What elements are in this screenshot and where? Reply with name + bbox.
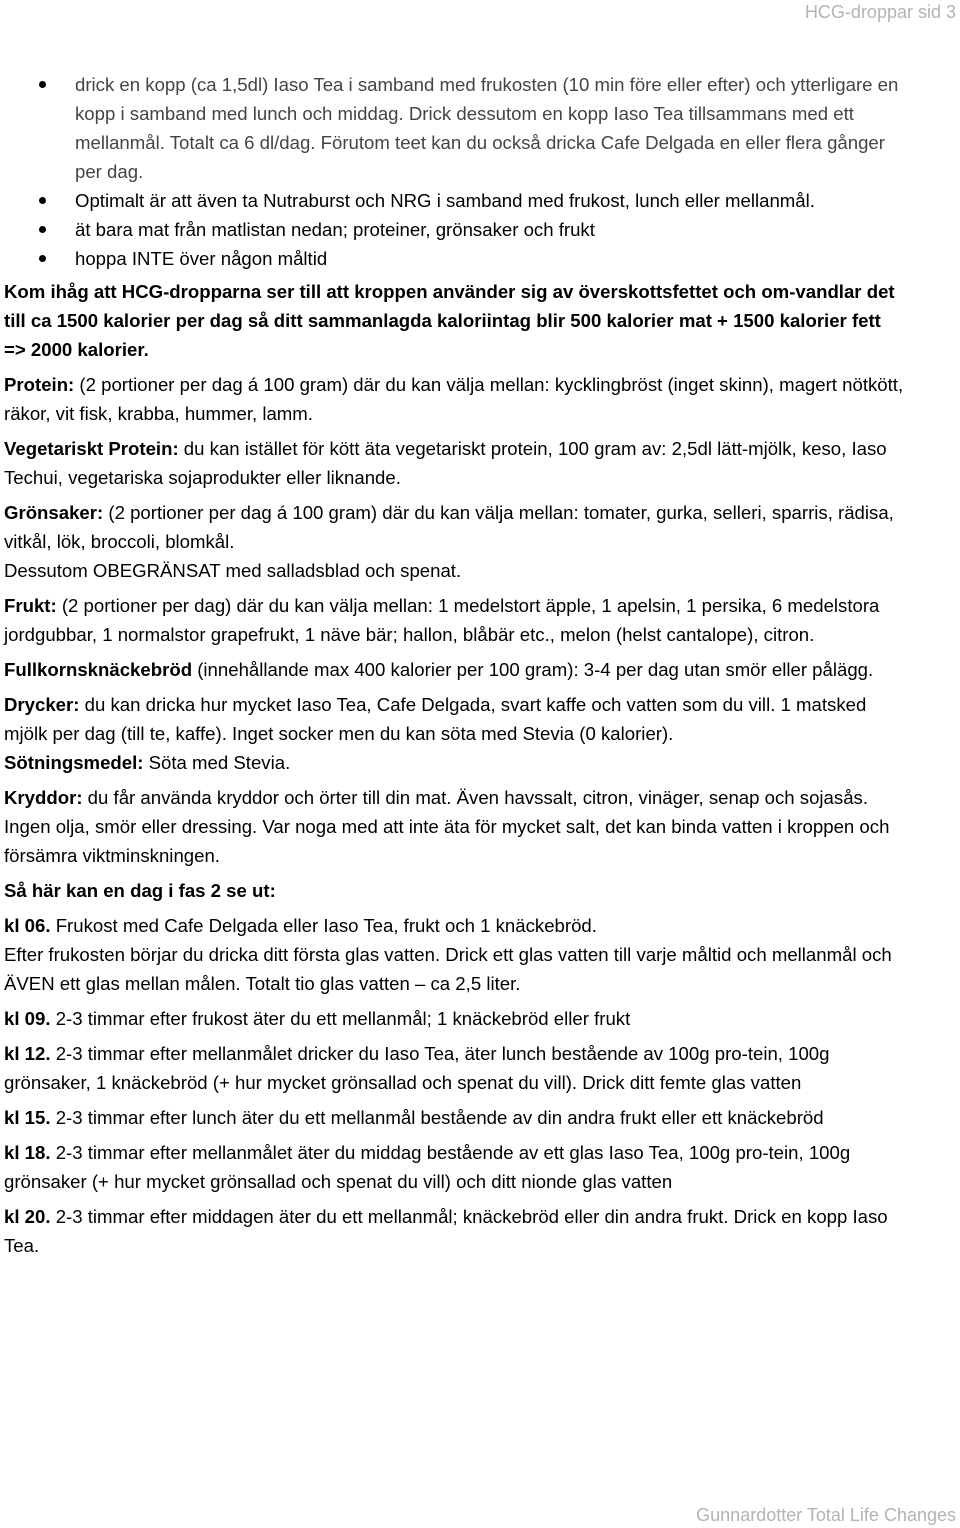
- section-label: Sötningsmedel:: [4, 752, 144, 773]
- schedule-item: kl 12. 2-3 timmar efter mellanmålet dricker du Iaso Tea, äter lunch bestående av 100g pro-tein, 100g grönsaker, 1 knäckebröd (+ hur mycket grönsallad och spenat du vill). Drick ditt femte glas vatten: [4, 1043, 830, 1093]
- schedule-item-extra: Efter frukosten börjar du dricka ditt första glas vatten. Drick ett glas vatten till varje måltid och mellanmål och ÄVEN ett glas mellan målen. Totalt tio glas vatten – ca 2,5 liter.: [4, 944, 892, 994]
- section-label: Grönsaker:: [4, 502, 104, 523]
- fruit-section: Frukt: (2 portioner per dag) där du kan välja mellan: 1 medelstort äpple, 1 apelsin, 1 persika, 6 medelstora jordgubbar, 1 normalstor grapefrukt, 1 näve bär; hallon, blåbär etc., melon (helst cantalope), citron.: [4, 595, 880, 645]
- drinks-section: Drycker: du kan dricka hur mycket Iaso Tea, Cafe Delgada, svart kaffe och vatten som du vill. 1 matsked mjölk per dag (till te, kaffe). Inget socker men du kan söta med Stevia (0 kalorier).: [4, 694, 867, 744]
- sweetener-section: Sötningsmedel: Söta med Stevia.: [4, 752, 291, 773]
- crispbread-section: Fullkornsknäckebröd (innehållande max 400 kalorier per 100 gram): 3-4 per dag utan smör eller pålägg.: [4, 659, 874, 680]
- section-label: Protein:: [4, 374, 75, 395]
- reminder-paragraph: Kom ihåg att HCG-dropparna ser till att kroppen använder sig av överskottsfettet och om-vandlar det till ca 1500 kalorier per dag så ditt sammanlagda kaloriintag blir 500 kalorier mat + 1500 kalorier fett => 2000 kalorier.: [4, 281, 895, 360]
- schedule-item: kl 09. 2-3 timmar efter frukost äter du ett mellanmål; 1 knäckebröd eller frukt: [4, 1008, 631, 1029]
- list-item: Optimalt är att även ta Nutraburst och NRG i samband med frukost, lunch eller mellanmål.: [4, 186, 904, 215]
- schedule-time: kl 12.: [4, 1043, 51, 1064]
- day-heading: Så här kan en dag i fas 2 se ut:: [4, 880, 276, 901]
- bullet-icon: [39, 197, 46, 204]
- bullet-icon: [39, 226, 46, 233]
- bullet-icon: [39, 255, 46, 262]
- bullet-icon: [39, 81, 46, 88]
- schedule-item: kl 18. 2-3 timmar efter mellanmålet äter du middag bestående av ett glas Iaso Tea, 100g pro-tein, 100g grönsaker (+ hur mycket grönsallad och spenat du vill) och ditt nionde glas vatten: [4, 1142, 851, 1192]
- schedule-time: kl 15.: [4, 1107, 51, 1128]
- schedule-item: kl 06. Frukost med Cafe Delgada eller Iaso Tea, frukt och 1 knäckebröd.: [4, 915, 597, 936]
- protein-section: Protein: (2 portioner per dag á 100 gram) där du kan välja mellan: kycklingbröst (inget skinn), magert nötkött, räkor, vit fisk, krabba, hummer, lamm.: [4, 374, 904, 424]
- section-label: Fullkornsknäckebröd: [4, 659, 193, 680]
- list-item: ät bara mat från matlistan nedan; proteiner, grönsaker och frukt: [4, 215, 904, 244]
- list-item: hoppa INTE över någon måltid: [4, 244, 904, 273]
- bullet-list: [4, 70, 904, 273]
- schedule-item: kl 20. 2-3 timmar efter middagen äter du ett mellanmål; knäckebröd eller din andra frukt. Drick en kopp Iaso Tea.: [4, 1206, 888, 1256]
- list-item: drick en kopp (ca 1,5dl) Iaso Tea i samband med frukosten (10 min före eller efter) och ytterligare en kopp i samband med lunch och middag. Drick dessutom en kopp Iaso Tea tillsammans med ett mellanmål. Totalt ca 6 dl/dag. Förutom teet kan du också dricka Cafe Delgada en eller flera gånger per dag.: [4, 70, 904, 186]
- schedule-time: kl 06.: [4, 915, 51, 936]
- spices-section: Kryddor: du får använda kryddor och örter till din mat. Även havssalt, citron, vinäger, senap och sojasås. Ingen olja, smör eller dressing. Var noga med att inte äta för mycket salt, det kan binda vatten i kroppen och försämra viktminskningen.: [4, 787, 890, 866]
- section-label: Kryddor:: [4, 787, 83, 808]
- vegetables-section: Grönsaker: (2 portioner per dag á 100 gram) där du kan välja mellan: tomater, gurka, selleri, sparris, rädisa, vitkål, lök, broccoli, blomkål.: [4, 502, 894, 552]
- document-body: [4, 70, 904, 1266]
- page-header: HCG-droppar sid 3: [804, 2, 956, 22]
- page-footer: Gunnardotter Total Life Changes: [696, 1505, 956, 1525]
- section-label: Vegetariskt Protein:: [4, 438, 179, 459]
- vegetables-extra: Dessutom OBEGRÄNSAT med salladsblad och spenat.: [4, 560, 462, 581]
- section-label: Drycker:: [4, 694, 80, 715]
- schedule-time: kl 09.: [4, 1008, 51, 1029]
- veg-protein-section: Vegetariskt Protein: du kan istället för kött äta vegetariskt protein, 100 gram av: 2,5dl lätt-mjölk, keso, Iaso Techui, vegetariska sojaprodukter eller liknande.: [4, 438, 887, 488]
- schedule-time: kl 18.: [4, 1142, 51, 1163]
- section-label: Frukt:: [4, 595, 57, 616]
- schedule-item: kl 15. 2-3 timmar efter lunch äter du ett mellanmål bestående av din andra frukt eller ett knäckebröd: [4, 1107, 824, 1128]
- schedule-time: kl 20.: [4, 1206, 51, 1227]
